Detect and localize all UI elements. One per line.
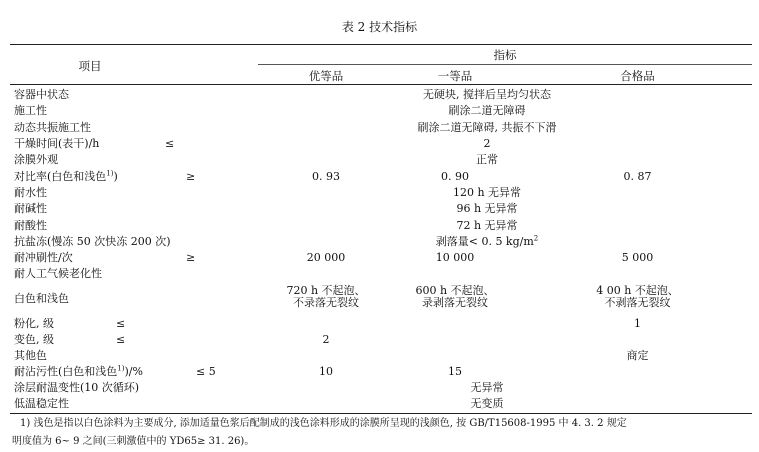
header-grade-first: 一等品	[437, 69, 473, 83]
value-qualified: 5 000	[621, 251, 654, 264]
value-line: 不剥落无裂纹	[604, 296, 671, 309]
value-premium: 2	[322, 333, 330, 346]
value-qualified: 商定	[626, 349, 649, 362]
row-value: 120 h 无异常	[452, 186, 522, 199]
row-label: 施工性	[14, 104, 47, 117]
row-value: 刷涂二道无障碍	[448, 104, 526, 117]
row-value: 正常	[476, 153, 498, 166]
row-label-text: 耐沾污性(白色和浅色	[14, 365, 118, 378]
row-label-end: )/%	[124, 365, 143, 378]
header-grade-qualified: 合格品	[620, 69, 655, 83]
row-label	[14, 170, 118, 183]
footnote-line-1: 1) 浅色是指以白色涂料为主要成分, 添加适量色浆后配制成的浅色涂料形成的涂膜所呈现的浅颜色, 按 GB/T15608-1995 中 4. 3. 2 规定	[20, 418, 627, 429]
row-label: 耐冲刷性/次	[14, 251, 73, 264]
row-label-end: )	[113, 170, 118, 183]
row-label: 低温稳定性	[14, 397, 69, 410]
row-label	[14, 365, 143, 378]
header-indicators: 指标	[493, 48, 517, 62]
row-symbol: ≥	[186, 170, 196, 183]
unit-superscript: 2	[533, 234, 539, 243]
row-label: 涂膜外观	[14, 153, 58, 166]
header-bottom-rule	[10, 84, 752, 85]
row-symbol: ≤	[116, 317, 126, 330]
row-label: 耐酸性	[14, 219, 47, 232]
header-item: 项目	[78, 59, 102, 73]
value-first: 10 000	[435, 251, 475, 264]
row-value: 2	[483, 137, 491, 150]
row-value: 无硬块, 搅拌后呈均匀状态	[423, 88, 551, 101]
row-label: 动态共振施工性	[14, 121, 91, 134]
row-value	[262, 235, 712, 248]
row-value: 无变质	[470, 397, 504, 410]
row-value: 96 h 无异常	[456, 202, 518, 215]
row-label: 容器中状态	[14, 88, 69, 101]
row-label: 耐人工气候老化性	[14, 267, 102, 280]
row-label: 粉化, 级	[14, 317, 54, 330]
value-first: 15	[448, 365, 462, 378]
row-label: 变色, 级	[14, 333, 54, 346]
row-symbol: ≥	[186, 251, 196, 264]
row-label: 耐碱性	[14, 202, 47, 215]
row-label: 抗盐冻(慢冻 50 次快冻 200 次)	[14, 235, 171, 248]
row-value: 刷涂二道无障碍, 共振不下滑	[417, 121, 557, 134]
row-label: 耐水性	[14, 186, 47, 199]
value-line: 600 h 不起泡、	[415, 284, 495, 297]
value-qualified	[555, 285, 720, 309]
row-value: 无异常	[470, 381, 504, 394]
value-premium: 0. 93	[312, 170, 340, 183]
row-label: 干燥时间(表干)/h	[14, 137, 100, 150]
row-label-text: 对比率(白色和浅色	[14, 170, 107, 183]
value-first	[390, 285, 520, 309]
header-sub-rule	[258, 64, 752, 65]
footnote-marker: 1)	[106, 169, 114, 178]
row-symbol: ≤	[165, 137, 175, 150]
bottom-rule	[10, 413, 752, 414]
header-grade-premium: 优等品	[308, 69, 344, 83]
row-label: 白色和浅色	[14, 292, 69, 305]
row-label: 其他色	[14, 349, 47, 362]
row-symbol: ≤ 5	[196, 365, 216, 378]
value-first: 0. 90	[441, 170, 469, 183]
row-value-text: 剥落量< 0. 5 kg/m	[435, 235, 534, 248]
row-symbol: ≤	[116, 333, 126, 346]
footnote-line-2: 明度值为 6~ 9 之间(三刺激值中的 YD65≥ 31. 26)。	[12, 436, 255, 447]
value-premium: 10	[319, 365, 333, 378]
footnote-marker: 1)	[117, 364, 125, 373]
value-line: 4 00 h 不起泡、	[596, 284, 679, 297]
top-rule	[10, 44, 752, 45]
table-title: 表 2 技术指标	[341, 20, 418, 34]
value-line: 不录落无裂纹	[293, 296, 359, 309]
value-premium	[262, 285, 390, 309]
value-qualified: 0. 87	[623, 170, 652, 183]
value-qualified: 1	[634, 317, 641, 330]
row-value: 72 h 无异常	[456, 219, 518, 232]
value-line: 720 h 不起泡、	[286, 284, 366, 297]
value-premium: 20 000	[306, 251, 346, 264]
value-line: 录剥落无裂纹	[422, 296, 488, 309]
row-label: 涂层耐温变性(10 次循环)	[14, 381, 140, 394]
